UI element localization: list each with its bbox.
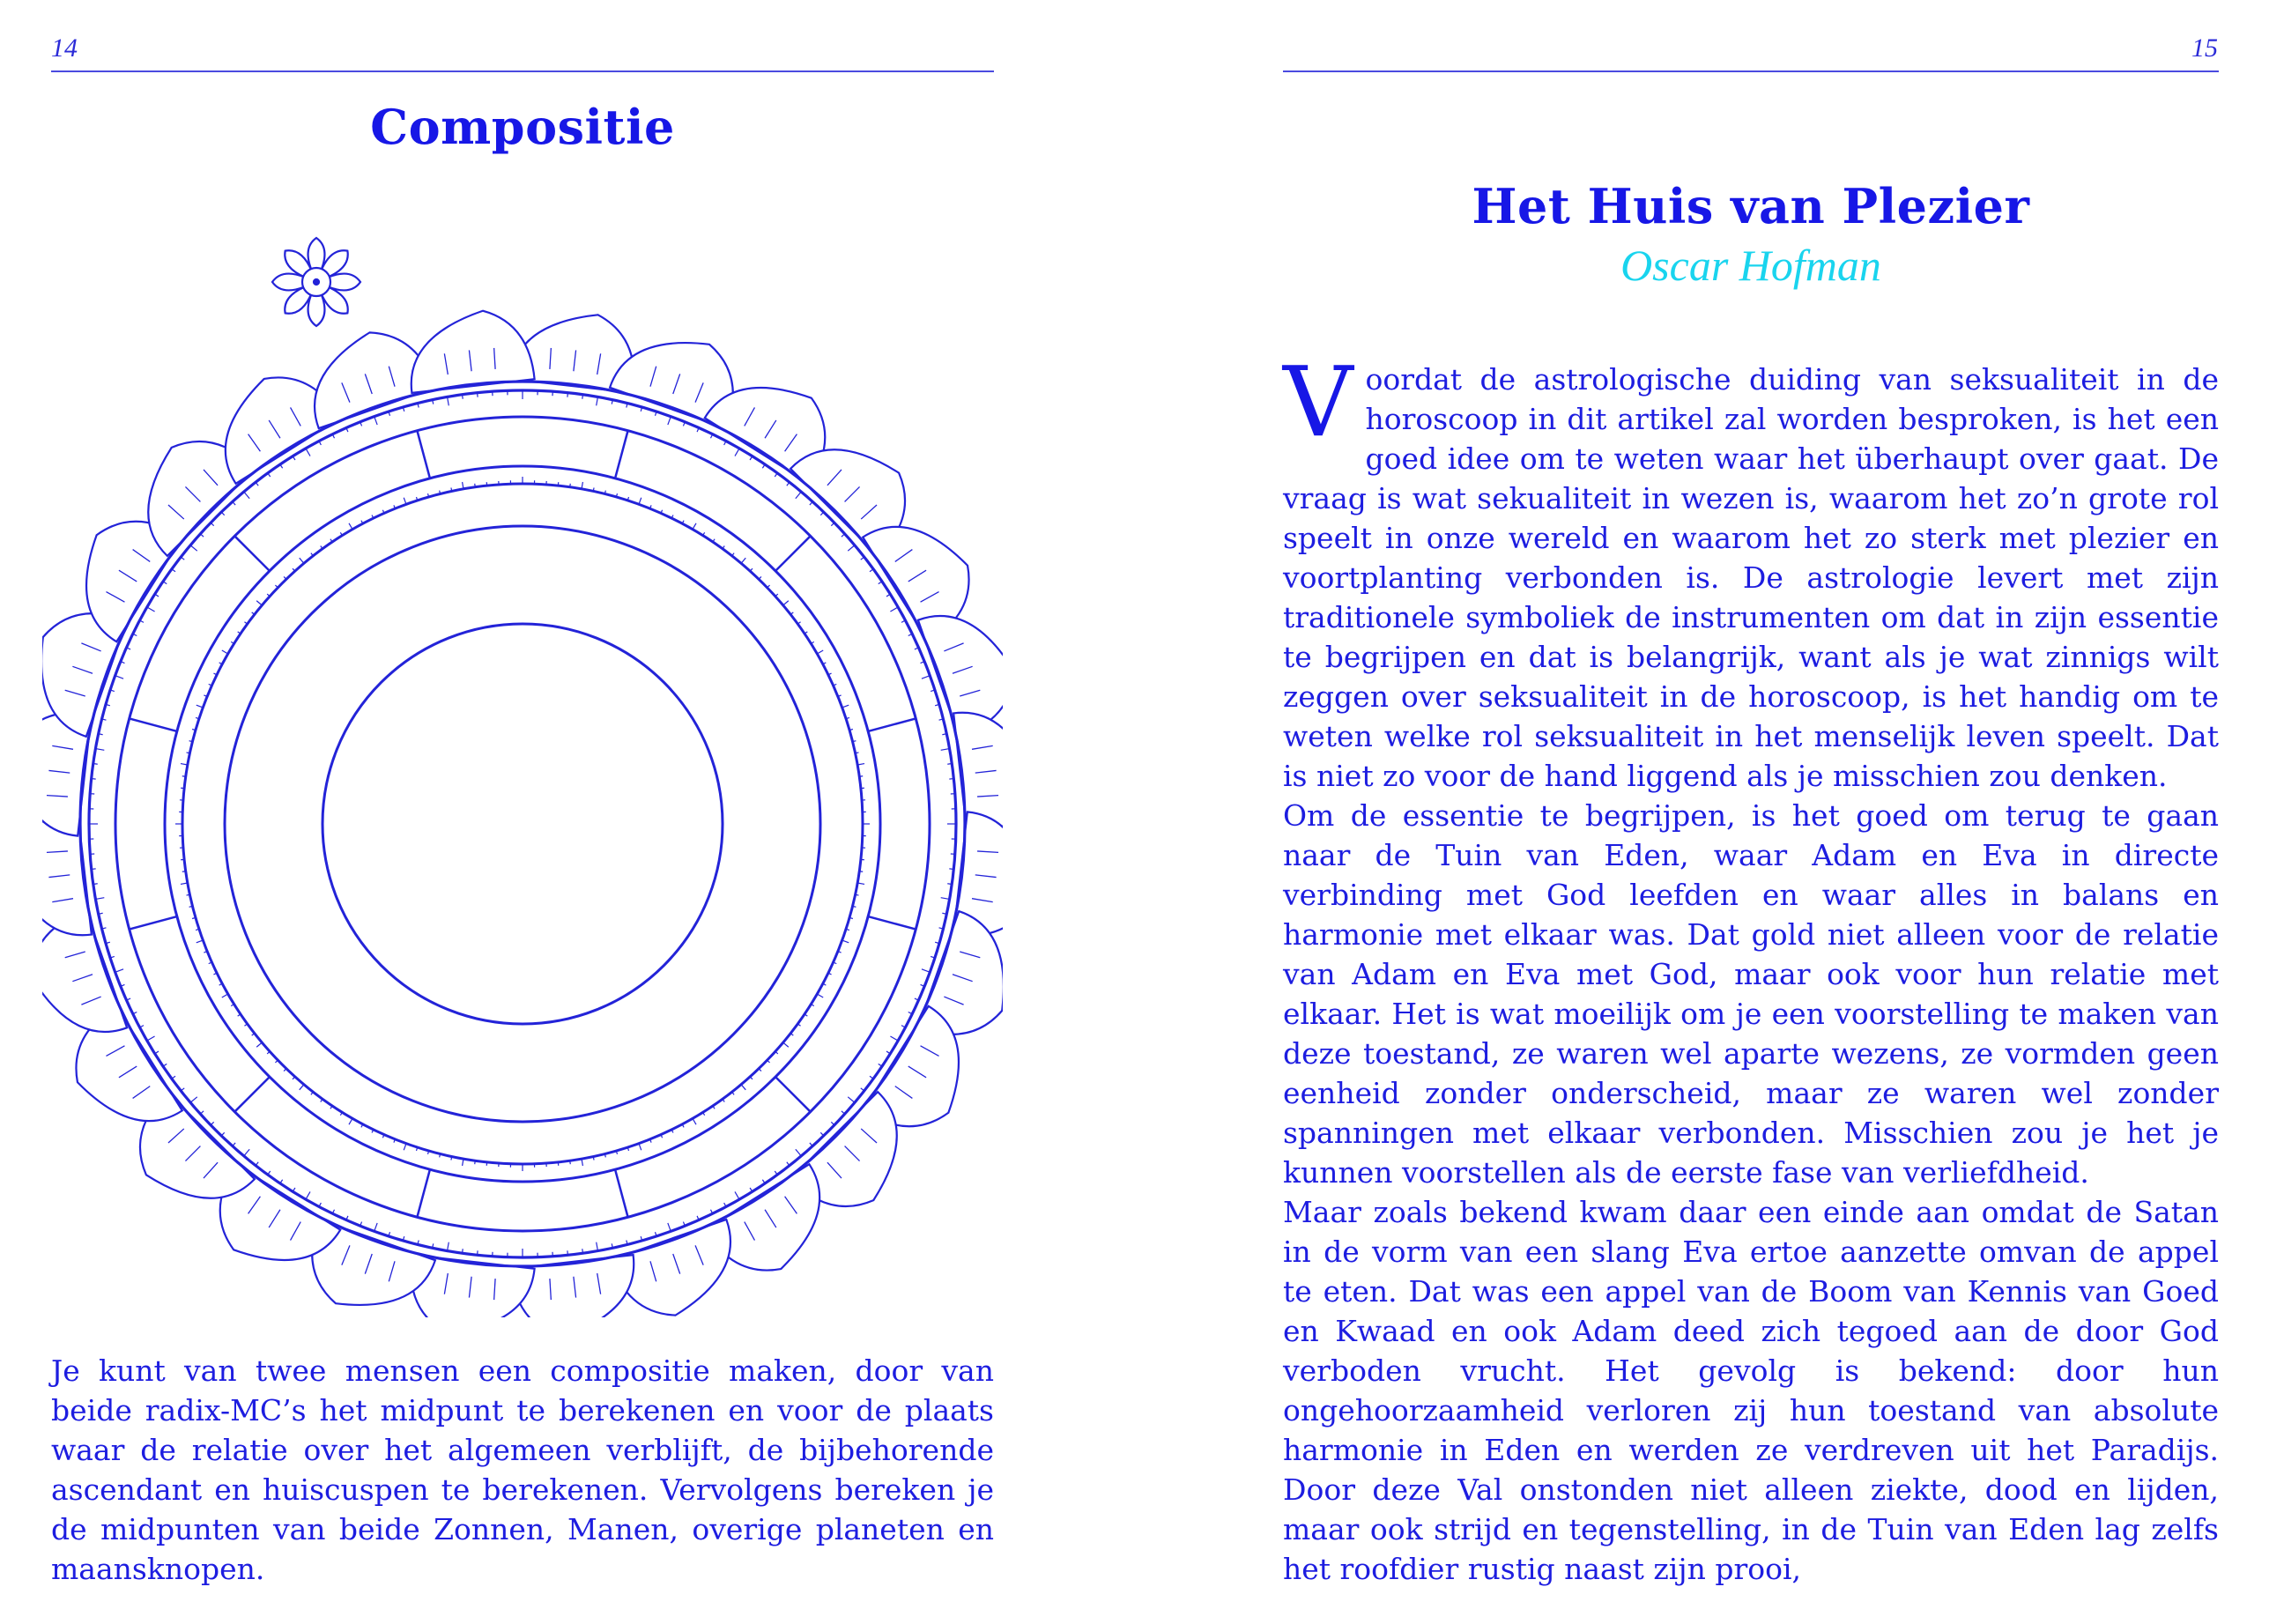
- degree-tick: [475, 1161, 476, 1164]
- degree-tick: [949, 779, 953, 780]
- house-cusp: [775, 536, 811, 571]
- degree-tick: [95, 898, 104, 900]
- flower-petal: [272, 274, 305, 291]
- degree-tick: [567, 393, 568, 397]
- degree-tick: [741, 1085, 745, 1090]
- article-author: Oscar Hofman: [1620, 241, 1881, 290]
- house-cusp: [868, 916, 916, 929]
- degree-tick: [693, 523, 696, 530]
- degree-tick: [222, 994, 228, 997]
- degree-tick: [947, 764, 952, 765]
- page-number: 14: [51, 33, 78, 63]
- degree-tick: [570, 484, 571, 487]
- degree-tick: [182, 776, 186, 777]
- degree-tick: [582, 395, 583, 399]
- degree-tick: [349, 523, 352, 530]
- degree-tick: [639, 498, 641, 505]
- page-title: Compositie: [370, 99, 675, 155]
- flower-petal: [308, 238, 325, 271]
- degree-tick: [848, 1097, 855, 1102]
- degree-tick: [306, 449, 310, 456]
- degree-tick: [306, 1191, 310, 1199]
- left-page: [0, 0, 1134, 1624]
- degree-tick: [796, 1149, 801, 1156]
- house-cusp: [417, 1169, 429, 1217]
- flower-dot: [314, 279, 319, 285]
- degree-tick: [448, 397, 449, 405]
- house-cusp: [234, 536, 270, 571]
- degree-tick: [817, 650, 823, 654]
- degree-tick: [639, 1144, 641, 1151]
- degree-tick: [196, 940, 204, 943]
- degree-tick: [941, 898, 950, 900]
- degree-tick: [256, 1042, 262, 1047]
- degree-tick: [922, 969, 930, 972]
- degree-tick: [842, 940, 849, 943]
- degree-tick: [92, 869, 96, 870]
- degree-ticks: [89, 390, 956, 1257]
- degree-tick: [941, 749, 950, 751]
- degree-tick: [190, 545, 197, 551]
- degree-tick: [374, 417, 377, 425]
- header-rule: [1283, 70, 2219, 72]
- house-cusp: [417, 431, 429, 478]
- drop-cap: V: [1283, 345, 1353, 458]
- house-cusp: [130, 718, 177, 730]
- degree-tick: [256, 601, 262, 605]
- degree-tick: [859, 776, 863, 777]
- house-cusp: [868, 718, 916, 730]
- degree-tick: [115, 676, 123, 679]
- degree-tick: [856, 894, 859, 895]
- house-cusp: [775, 1077, 811, 1112]
- house-cusps: [130, 431, 916, 1218]
- degree-tick: [451, 488, 452, 492]
- degree-tick: [570, 1161, 571, 1164]
- degree-tick: [735, 449, 739, 456]
- degree-tick: [668, 417, 671, 425]
- degree-tick: [668, 1223, 671, 1231]
- degree-tick: [147, 1036, 155, 1041]
- degree-tick: [187, 894, 190, 895]
- degree-tick: [582, 1249, 583, 1253]
- degree-tick: [817, 994, 823, 997]
- article-body: [1283, 345, 2219, 1589]
- degree-tick: [115, 969, 123, 972]
- degree-tick: [222, 650, 228, 654]
- degree-tick: [147, 607, 155, 612]
- ring: [225, 526, 820, 1122]
- house-cusp: [615, 431, 627, 478]
- ring: [165, 466, 880, 1182]
- degree-tick: [597, 1242, 598, 1251]
- paragraph-text: oordat de astrologische duiding van seksualiteit in de horoscoop in dit artikel zal worden besproken, is het een goed idee om te weten waar het überhaupt over gaat. De vraag is wat sekualiteit in wezen is, waarom het zo’n grote rol speelt in onze wereld en waarom het zo sterk met plezier en voortplanting verbonden is. De astrologie levert met zijn traditionele symboliek de instrumenten om dat in zijn essentie te begrijpen en dat is belangrijk, want als je wat zinnigs wilt zeggen over seksualiteit in de horoscoop, is het handig om te weten welke rol seksualiteit in het menselijk leven speelt. Dat is niet zo voor de hand liggend als je misschien zou denken.: [1283, 362, 2219, 793]
- ring: [182, 484, 863, 1164]
- degree-tick: [859, 871, 863, 872]
- degree-tick: [190, 1097, 197, 1102]
- compositie-paragraph: [51, 1351, 994, 1589]
- article-title: Het Huis van Plezier: [1472, 178, 2030, 234]
- degree-tick: [693, 1118, 696, 1124]
- page-number: 15: [2191, 33, 2218, 63]
- paragraph-2: Om de essentie te begrijpen, is het goed om terug te gaan naar de Tuin van Eden, waar Adam en Eva in directe verbinding met God leefden en waar alles in balans en harmonie met elkaar was. Dat gold niet alleen voor de relatie van Adam en Eva met God, maar ook voor hun relatie met elkaar. Het is wat moeilijk om je een voorstelling te maken van deze toestand, ze waren wel aparte wezens, ze vormden geen eenheid zonder onderscheid, maar ze waren wel zonder spanningen met elkaar verbonden. Misschien zou je het je kunnen voorstellen als de eerste fase van verliefdheid.: [1283, 798, 2219, 1190]
- degree-tick: [182, 871, 186, 872]
- degree-tick: [890, 1036, 898, 1041]
- paragraph-1: [1283, 345, 2219, 796]
- degree-tick: [95, 749, 104, 751]
- degree-tick: [404, 1144, 406, 1151]
- degree-tick: [947, 884, 952, 885]
- house-cusp: [130, 916, 177, 929]
- degree-tick: [735, 1191, 739, 1199]
- degree-tick: [567, 1250, 568, 1255]
- ring: [323, 624, 723, 1024]
- degree-tick: [890, 607, 898, 612]
- degree-tick: [244, 1149, 249, 1156]
- flower-petal: [328, 274, 360, 291]
- top-flower-ornament: [272, 238, 360, 326]
- degree-tick: [475, 484, 476, 487]
- degree-tick: [593, 488, 594, 492]
- flower-petal: [308, 293, 325, 326]
- header-rule: [51, 70, 994, 72]
- degree-tick: [349, 1118, 352, 1124]
- degree-tick: [597, 397, 598, 405]
- ring: [80, 382, 965, 1266]
- paragraph: Je kunt van twee mensen een compositie maken, door van beide radix-MC’s het midpunt te berekenen en voor de plaats waar de relatie over het algemeen verblijft, de bijbehorende ascendant en huiscuspen te berekenen. Vervolgens bereken je de midpunten van beide Zonnen, Manen, overige planeten en maansknopen.: [51, 1353, 994, 1586]
- degree-tick: [244, 492, 249, 499]
- degree-tick: [451, 1157, 452, 1161]
- degree-tick: [93, 884, 98, 885]
- degree-tick: [741, 558, 745, 563]
- degree-tick: [196, 705, 204, 708]
- paragraph-3: Maar zoals bekend kwam daar een einde aan omdat de Satan in de vorm van een slang Eva ertoe aanzette omvan de appel te eten. Dat was een appel van de Boom van Kennis van Goed en Kwaad en ook Adam deed zich tegoed aan de door God verboden vrucht. Het gevolg is bekend: door hun ongehoorzaamheid verloren zij hun toestand van absolute harmonie in Eden en werden ze verdreven uit het Paradijs. Door deze Val onstonden niet alleen ziekte, dood en lijden, maar ook strijd en tegenstelling, in de Tuin van Eden lag zelfs het roofdier rustig naast zijn prooi,: [1283, 1195, 2219, 1586]
- degree-tick: [922, 676, 930, 679]
- degree-tick: [848, 545, 855, 551]
- degree-tick: [93, 764, 98, 765]
- degree-tick: [448, 1242, 449, 1251]
- house-cusp: [615, 1169, 627, 1217]
- horoscope-rings: [80, 382, 965, 1266]
- right-page: [1134, 0, 2269, 1624]
- degree-tick: [300, 558, 304, 563]
- degree-tick: [783, 1042, 789, 1047]
- degree-tick: [949, 869, 953, 870]
- degree-tick: [842, 705, 849, 708]
- ring: [89, 390, 956, 1257]
- degree-tick: [404, 498, 406, 505]
- degree-tick: [593, 1157, 594, 1161]
- degree-tick: [92, 779, 96, 780]
- degree-tick: [300, 1085, 304, 1090]
- degree-tick: [374, 1223, 377, 1231]
- house-cusp: [234, 1077, 270, 1112]
- astrology-wheel-icon: [42, 216, 1003, 1317]
- degree-tick: [796, 492, 801, 499]
- degree-tick: [783, 601, 789, 605]
